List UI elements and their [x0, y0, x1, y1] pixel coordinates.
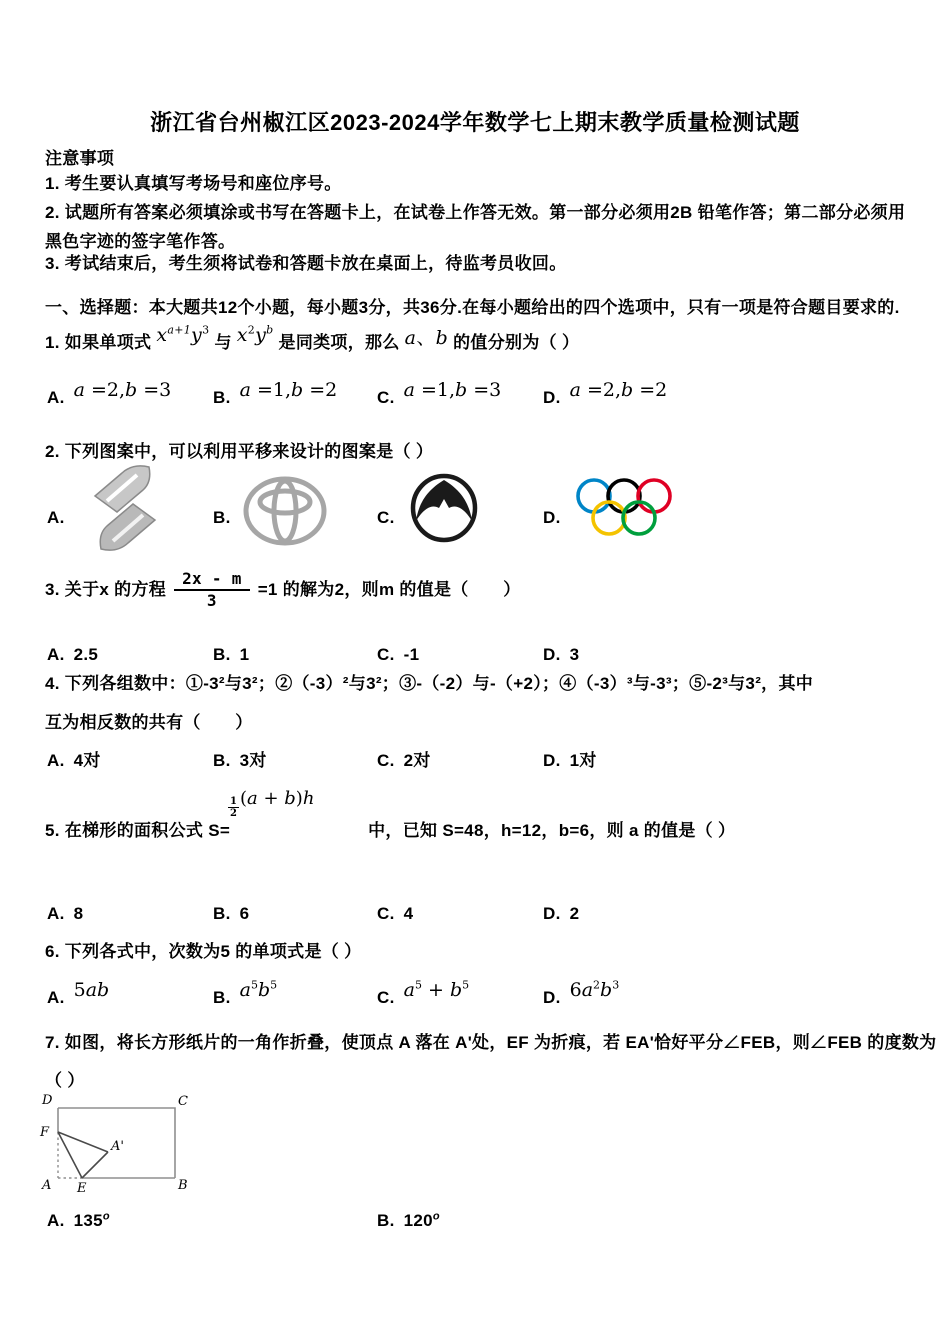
option-value: 120$^o$ — [403, 1210, 440, 1230]
option-value: -1 — [403, 645, 420, 664]
degree-sign: o — [432, 1210, 440, 1223]
toyota-logo — [243, 475, 327, 547]
notice-item-3: 3. 考试结束后，考生须将试卷和答题卡放在桌面上，待监考员收回。 — [45, 254, 567, 273]
q1-option-c — [377, 379, 502, 410]
option-value: $a^5b^5$ — [239, 978, 278, 1001]
option-label: B. — [213, 388, 231, 407]
q5-text-before: 5. 在梯形的面积公式 S= — [45, 821, 231, 840]
q1-option-b — [213, 379, 338, 410]
section-heading: 一、选择题：本大题共12个小题，每小题3分，共36分.在每小题给出的四个选项中，只有一项是符合题目要求的. — [45, 298, 900, 317]
q5-text-after: 中，已知 S=48，h=12，b=6，则 a 的值是（ ） — [368, 821, 736, 840]
question-7-line2: （ ） — [45, 1071, 85, 1090]
option-label: D. — [543, 988, 561, 1007]
option-label: A. — [47, 904, 65, 923]
option-value: $a^5 + b^5$ — [403, 978, 470, 1001]
option-label: C. — [377, 988, 395, 1007]
option-value: 3对 — [239, 751, 267, 770]
q4-options-row — [45, 750, 925, 782]
q1-monomial-2: $x^2y^b$ — [236, 323, 274, 346]
option-label: D. — [543, 645, 561, 664]
q5-half-fraction — [228, 796, 239, 819]
q3-option-b — [213, 644, 249, 667]
notice-item-1: 1. 考生要认真填写考场号和座位序号。 — [45, 174, 342, 193]
option-label: D. — [543, 904, 561, 923]
figure-label-d: D — [42, 1093, 53, 1108]
option-value: 8 — [73, 904, 84, 923]
q6-option-b — [213, 978, 278, 1010]
option-value: 2 — [569, 904, 580, 923]
q1-option-a — [47, 379, 172, 410]
question-6: 6. 下列各式中，次数为5 的单项式是（ ） — [45, 942, 362, 961]
q7-option-a — [47, 1210, 110, 1233]
q5-formula-rest: (a + b)h — [239, 788, 315, 809]
suzuki-logo — [77, 463, 173, 553]
option-label: B. — [213, 645, 231, 664]
q1-options-row — [45, 379, 925, 418]
fraction-denominator: 2 — [230, 808, 237, 819]
q1-text-mid: 与 — [214, 333, 232, 352]
question-4-line1: 4. 下列各组数中：①-3²与3²；②（-3）²与3²；③-（-2）与-（+2）；④（-3）³与-3³；⑤-2³与3²，其中 — [45, 674, 814, 693]
q3-text-after: =1 的解为2，则m 的值是（ ） — [257, 579, 521, 599]
figure-label-c: C — [178, 1094, 188, 1109]
option-value: 3 — [569, 645, 580, 664]
figure-label-b: B — [178, 1178, 188, 1193]
question-3 — [45, 562, 521, 618]
q1-text-after: 是同类项，那么 — [278, 333, 400, 352]
q1-text-suffix: 的值分别为（ ） — [453, 333, 580, 352]
page-title: 浙江省台州椒江区2023-2024学年数学七上期末教学质量检测试题 — [150, 110, 800, 135]
q5-area-formula — [228, 788, 314, 819]
option-label: A. — [47, 751, 65, 770]
question-5 — [45, 820, 735, 843]
option-value: 1对 — [569, 751, 597, 770]
q3-options-row — [45, 644, 925, 676]
q4-option-c — [377, 750, 431, 773]
q7-options-row — [45, 1210, 925, 1242]
olympic-rings-icon — [575, 477, 673, 539]
option-label: C. — [377, 751, 395, 770]
degree-sign: o — [102, 1210, 110, 1223]
q2-option-d-label: D. — [543, 508, 561, 527]
q1-monomial-1: $x^{a+1}y^3$ — [156, 323, 210, 346]
q2-option-c-label: C. — [377, 508, 395, 527]
option-value: 5ab — [73, 979, 110, 1001]
notice-heading: 注意事项 — [45, 149, 115, 168]
option-value: a =2,b =2 — [569, 379, 668, 401]
figure-label-a: A — [42, 1178, 52, 1193]
option-label: D. — [543, 751, 561, 770]
q2-options-row — [45, 463, 925, 559]
q7-option-b — [377, 1210, 440, 1233]
option-label: A. — [47, 388, 65, 407]
q1-text-prefix: 1. 如果单项式 — [45, 333, 152, 352]
option-value: 1 — [239, 645, 250, 664]
figure-label-a-prime: A' — [111, 1139, 124, 1154]
fraction-numerator: 2x - m — [174, 570, 250, 591]
q5-option-c — [377, 903, 413, 926]
question-2: 2. 下列图案中，可以利用平移来设计的图案是（ ） — [45, 442, 434, 461]
mazda-logo — [409, 471, 479, 543]
option-label: C. — [377, 904, 395, 923]
option-label: C. — [377, 645, 395, 664]
fraction-numerator: 1 — [230, 796, 237, 807]
q1-ab-vars: a、b — [404, 327, 449, 349]
q7-folded-rectangle-figure — [38, 1092, 206, 1207]
option-value: 4对 — [73, 751, 101, 770]
q5-option-d — [543, 903, 579, 926]
option-label: A. — [47, 988, 65, 1007]
option-label: B. — [213, 751, 231, 770]
q4-option-d — [543, 750, 597, 773]
option-value: 4 — [403, 904, 414, 923]
q6-option-d — [543, 978, 620, 1010]
figure-label-f: F — [40, 1125, 50, 1140]
q4-option-a — [47, 750, 101, 773]
q3-option-c — [377, 644, 419, 667]
q2-option-a-label: A. — [47, 508, 65, 527]
q6-option-c — [377, 978, 470, 1010]
option-value: 2对 — [403, 751, 431, 770]
q5-option-a — [47, 903, 83, 926]
q1-option-d — [543, 379, 668, 410]
q3-text-before: 3. 关于x 的方程 — [45, 579, 167, 599]
fraction-denominator: 3 — [206, 591, 217, 610]
option-value: 6 — [239, 904, 250, 923]
q3-fraction — [174, 570, 250, 611]
q5-options-row — [45, 903, 925, 935]
q3-option-a — [47, 644, 98, 667]
option-label: D. — [543, 388, 561, 407]
q4-option-b — [213, 750, 267, 773]
option-label: C. — [377, 388, 395, 407]
option-value: $6a^2b^3$ — [569, 978, 620, 1001]
option-value: a =2,b =3 — [73, 379, 172, 401]
option-label: B. — [213, 988, 231, 1007]
option-value: a =1,b =2 — [239, 379, 338, 401]
option-label: B. — [213, 904, 231, 923]
q6-option-a — [47, 979, 110, 1010]
option-label: B. — [377, 1211, 395, 1230]
q3-option-d — [543, 644, 579, 667]
q2-option-b-label: B. — [213, 508, 231, 527]
option-value: a =1,b =3 — [403, 379, 502, 401]
question-4-line2: 互为相反数的共有（ ） — [45, 713, 253, 732]
option-value: 135$^o$ — [73, 1210, 110, 1230]
option-value: 2.5 — [73, 645, 99, 664]
q5-option-b — [213, 903, 249, 926]
option-label: A. — [47, 1211, 65, 1230]
question-1 — [45, 323, 580, 356]
option-label: A. — [47, 645, 65, 664]
q6-options-row — [45, 978, 925, 1018]
figure-label-e: E — [77, 1181, 87, 1196]
notice-item-2: 2. 试题所有答案必须填涂或书写在答题卡上，在试卷上作答无效。第一部分必须用2B 铅笔作答；第二部分必须用黑色字迹的签字笔作答。 — [45, 203, 906, 251]
question-7-line1: 7. 如图，将长方形纸片的一角作折叠，使顶点 A 落在 A'处，EF 为折痕，若 EA'恰好平分∠FEB，则∠FEB 的度数为 — [45, 1033, 937, 1052]
